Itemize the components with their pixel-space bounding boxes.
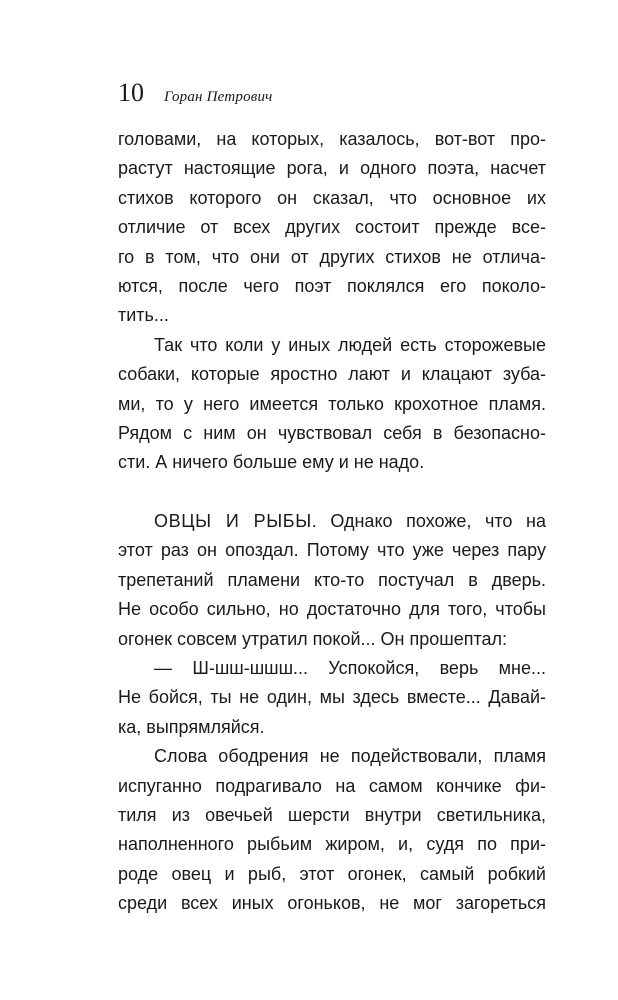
text-line: Рядом с ним он чувствовал себя в безопасно- (118, 422, 546, 443)
text-line: испуганно подрагивало на самом кончике фи- (118, 775, 546, 796)
text-line: стихов которого он сказал, что основное их (118, 187, 546, 208)
text-line: наполненного рыбьим жиром, и, судя по при- (118, 834, 546, 855)
paragraph (118, 507, 546, 654)
text-line: Не бойся, ты не один, мы здесь вместе... Давай- (118, 687, 546, 708)
text-line: огонек совсем утратил покой... Он прошептал: (118, 628, 508, 649)
text-line (118, 507, 546, 536)
body-text (118, 125, 546, 919)
text-line: среди всех иных огоньков, не мог загореться (118, 893, 546, 914)
paragraph (118, 125, 546, 331)
text-line: сти. А ничего больше ему и не надо. (118, 452, 425, 473)
paragraph (118, 654, 546, 742)
text-line: растут настоящие рога, и одного поэта, насчет (118, 158, 546, 179)
section-heading: ОВЦЫ И РЫБЫ (154, 511, 312, 532)
paragraph (118, 331, 546, 478)
text-line: тиля из овечьей шерсти внутри светильника, (118, 804, 546, 825)
text-line: Слова ободрения не подействовали, пламя (154, 746, 546, 767)
text-line: трепетаний пламени кто-то постучал в дверь. (118, 569, 546, 590)
paragraph (118, 742, 546, 918)
text-line: роде овец и рыб, этот огонек, самый робкий (118, 863, 546, 884)
text-line: Так что коли у иных людей есть сторожевые (154, 334, 546, 355)
text-line: отличие от всех других состоит прежде все- (118, 217, 546, 238)
page-number: 10 (118, 78, 144, 107)
text-line: го в том, что они от других стихов не отлича- (118, 246, 546, 267)
text-line: собаки, которые яростно лают и клацают зуба- (118, 364, 546, 385)
section-gap (118, 478, 546, 507)
text-line: головами, на которых, казалось, вот-вот про- (118, 129, 546, 149)
text-line: тить... (118, 305, 169, 326)
text-line: ка, выпрямляйся. (118, 716, 265, 737)
text-line: — Ш-шш-шшш... Успокойся, верь мне... (154, 658, 546, 679)
text-run: . Однако похоже, что на (311, 511, 547, 532)
text-line: ми, то у него имеется только крохотное пламя. (118, 393, 546, 414)
running-author: Горан Петрович (164, 89, 273, 105)
text-line: ются, после чего поэт поклялся его поколо- (118, 275, 546, 296)
text-line: Не особо сильно, но достаточно для того, чтобы (118, 599, 546, 620)
text-line: этот раз он опоздал. Потому что уже через пару (118, 540, 546, 561)
running-head (118, 78, 273, 108)
